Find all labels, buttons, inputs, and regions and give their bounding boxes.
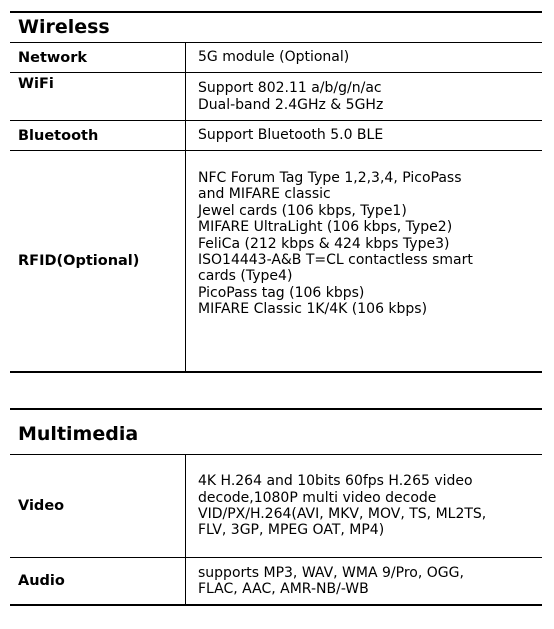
bluetooth-label: Bluetooth (10, 121, 186, 150)
value-line: 5G module (Optional) (198, 49, 350, 66)
spec-row-bluetooth (10, 120, 542, 150)
wifi-label: WiFi (10, 73, 186, 120)
value-line: Jewel cards (106 kbps, Type1) (198, 202, 407, 219)
value-line: cards (Type4) (198, 268, 293, 285)
multimedia-heading: Multimedia (18, 423, 139, 445)
spec-row-network (10, 42, 542, 72)
value-line: VID/PX/H.264(AVI, MKV, MOV, TS, ML2TS, (198, 506, 487, 522)
network-value (186, 43, 349, 72)
wifi-value (186, 73, 383, 120)
bluetooth-value (186, 121, 383, 150)
multimedia-spec-table (10, 408, 542, 606)
value-line: 4K H.264 and 10bits 60fps H.265 video (198, 473, 473, 490)
video-value (186, 455, 486, 557)
rfid-label: RFID(Optional) (10, 151, 186, 371)
value-line: MIFARE Classic 1K/4K (106 kbps) (198, 301, 428, 318)
network-label: Network (10, 43, 186, 72)
wireless-heading: Wireless (18, 16, 110, 38)
audio-label: Audio (10, 558, 186, 604)
audio-value (186, 558, 464, 604)
value-line: FeliCa (212 kbps & 424 kbps Type3) (198, 235, 450, 252)
value-line: FLAC, AAC, AMR-NB/-WB (198, 581, 369, 597)
value-line: supports MP3, WAV, WMA 9/Pro, OGG, (198, 564, 464, 581)
wireless-spec-table (10, 11, 542, 373)
value-line: Dual-band 2.4GHz & 5GHz (198, 96, 384, 113)
spec-row-wifi (10, 72, 542, 120)
rfid-value (186, 151, 473, 371)
value-line: NFC Forum Tag Type 1,2,3,4, PicoPass (198, 170, 462, 186)
value-line: MIFARE UltraLight (106 kbps, Type2) (198, 219, 453, 236)
value-line: Support Bluetooth 5.0 BLE (198, 127, 384, 144)
spec-row-rfid (10, 150, 542, 371)
value-line: decode,1080P multi video decode (198, 489, 437, 506)
value-line: Support 802.11 a/b/g/n/ac (198, 80, 382, 97)
value-line: FLV, 3GP, MPEG OAT, MP4) (198, 522, 385, 539)
value-line: ISO14443-A&B T=CL contactless smart (198, 252, 473, 269)
value-line: and MIFARE classic (198, 186, 331, 203)
spec-row-video (10, 454, 542, 557)
video-label: Video (10, 455, 186, 557)
spec-row-audio (10, 557, 542, 604)
value-line: PicoPass tag (106 kbps) (198, 284, 365, 301)
